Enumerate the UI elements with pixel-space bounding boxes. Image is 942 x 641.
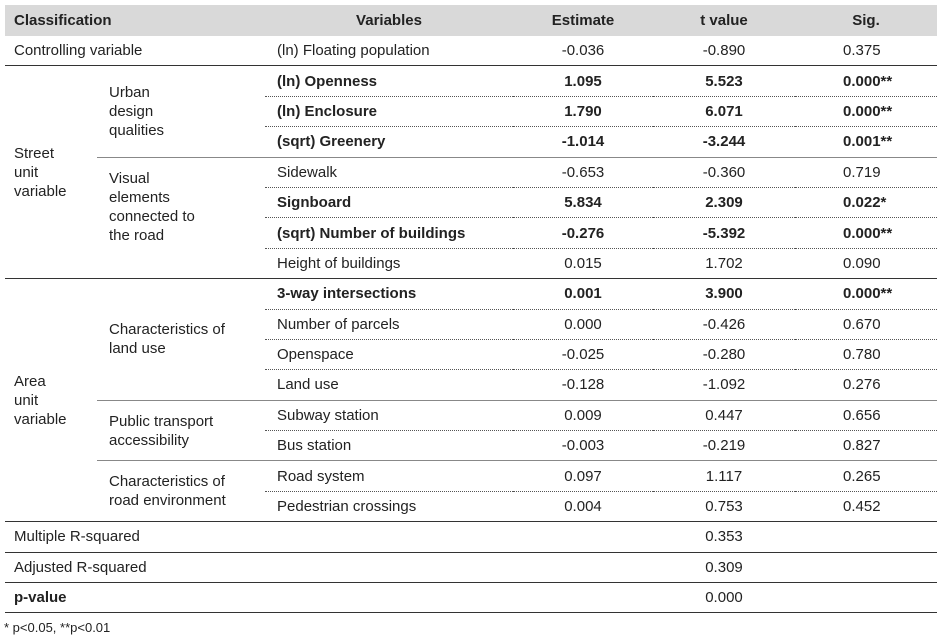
sig-cell [795,187,937,217]
summary-row [5,583,937,613]
variable-name: Openspace [265,339,513,369]
table-row [5,400,937,430]
sig-value: 0.000 [843,72,881,90]
empty-cell [795,522,937,552]
area-unit-label [5,279,97,522]
t-value-cell: 0.753 [653,491,795,521]
estimate-cell: -0.276 [513,218,653,248]
p-value-label: p-value [5,583,513,613]
sig-value: 0.670 [843,315,881,333]
summary-row [5,552,937,582]
table-row [5,461,937,491]
empty-cell [795,552,937,582]
sig-value: 0.090 [843,254,881,272]
variable-name: (sqrt) Greenery [265,127,513,157]
controlling-variable-label: Controlling variable [14,42,143,60]
multiple-r-squared-label: Multiple R-squared [5,522,513,552]
sig-cell [795,127,937,157]
variable-name: (ln) Openness [265,66,513,96]
estimate-cell: -0.653 [513,157,653,187]
t-value-cell: -3.244 [653,127,795,157]
visual-elements-label [97,157,265,279]
variable-name: 3-way intersections [265,279,513,309]
sig-cell [795,370,937,400]
t-value-cell: 3.900 [653,279,795,309]
t-value-cell: -0.360 [653,157,795,187]
t-value-cell: 5.523 [653,66,795,96]
empty-cell [513,522,653,552]
t-value-cell: 1.117 [653,461,795,491]
significance-stars: ** [880,102,893,120]
sig-cell [795,218,937,248]
sig-value: 0.827 [843,437,881,455]
table-row [5,66,937,96]
sig-cell [795,279,937,309]
variable-name: Subway station [265,400,513,430]
subgroup-label-text: Visual elements connected to the road [109,169,195,244]
sig-value: 0.276 [843,376,881,394]
sig-cell [795,157,937,187]
multiple-r-squared-value: 0.353 [653,522,795,552]
variable-name: Road system [265,461,513,491]
sig-cell [795,491,937,521]
sig-cell [795,339,937,369]
t-value-cell: -0.890 [702,42,746,60]
t-value-cell: 6.071 [653,96,795,126]
significance-stars: ** [880,72,893,90]
variable-name: Bus station [265,431,513,461]
table-row [5,279,937,309]
adjusted-r-squared-value: 0.309 [653,552,795,582]
subgroup-label-text: Urban design qualities [109,83,165,139]
estimate-cell: -1.014 [513,127,653,157]
table-row [5,157,937,187]
regression-results-table [5,5,937,613]
header-classification: Classification [5,5,265,36]
subgroup-label-text: Characteristics of land use [109,321,225,358]
sig-value: 0.265 [843,467,881,485]
sig-value: 0.452 [843,498,881,516]
urban-design-label [97,66,265,157]
header-row [5,5,937,36]
header-sig: Sig. [795,5,937,36]
estimate-cell: -0.036 [561,42,605,60]
adjusted-r-squared-label: Adjusted R-squared [5,552,513,582]
subgroup-label-text: Characteristics of road environment [109,473,226,510]
sig-cell [795,461,937,491]
estimate-cell: -0.128 [513,370,653,400]
land-use-label [97,279,265,401]
sig-value: 0.656 [843,406,881,424]
estimate-cell: 5.834 [513,187,653,217]
significance-stars: ** [880,224,893,242]
sig-value: 0.000 [843,102,881,120]
sig-cell [795,431,937,461]
estimate-cell: -0.003 [513,431,653,461]
road-environment-label [97,461,265,522]
sig-value: 0.000 [843,285,881,303]
sig-value: 0.022 [843,194,881,212]
sig-value: 0.719 [843,163,881,181]
p-value-value: 0.000 [653,583,795,613]
estimate-cell: 1.790 [513,96,653,126]
estimate-cell: 0.009 [513,400,653,430]
empty-cell [795,583,937,613]
estimate-cell: 0.097 [513,461,653,491]
sig-value: 0.780 [843,346,881,364]
variable-name: (ln) Enclosure [265,96,513,126]
sig-cell [795,309,937,339]
sig-value: 0.375 [843,42,881,60]
summary-row [5,522,937,552]
t-value-cell: -1.092 [653,370,795,400]
empty-cell [513,583,653,613]
variable-name: Number of parcels [265,309,513,339]
variable-name: Signboard [265,187,513,217]
t-value-cell: -0.219 [653,431,795,461]
sig-cell [795,400,937,430]
sig-cell [795,66,937,96]
estimate-cell: -0.025 [513,339,653,369]
header-variables: Variables [265,5,513,36]
estimate-cell: 0.001 [513,279,653,309]
sig-value: 0.000 [843,224,881,242]
t-value-cell: 2.309 [653,187,795,217]
significance-stars: ** [880,285,893,303]
variable-name: Pedestrian crossings [265,491,513,521]
t-value-cell: -0.426 [653,309,795,339]
sig-cell [795,96,937,126]
variable-name: Land use [265,370,513,400]
street-unit-label [5,66,97,279]
t-value-cell: 1.702 [653,248,795,278]
sig-cell [795,36,937,66]
group-label-text: Street unit variable [14,144,67,200]
t-value-cell: -0.280 [653,339,795,369]
variable-name: (ln) Floating population [277,42,430,60]
estimate-cell: 0.004 [513,491,653,521]
subgroup-label-text: Public transport accessibility [109,412,214,449]
variable-name: Height of buildings [265,248,513,278]
variable-name: (sqrt) Number of buildings [265,218,513,248]
t-value-cell: -5.392 [653,218,795,248]
sig-value: 0.001 [843,133,881,151]
public-transport-label [97,400,265,461]
significance-stars: * [880,194,887,212]
sig-cell [795,248,937,278]
significance-footnote: * p<0.05, **p<0.01 [4,620,111,635]
variable-name: Sidewalk [265,157,513,187]
table-row [5,36,937,66]
t-value-cell: 0.447 [653,400,795,430]
empty-cell [513,552,653,582]
estimate-cell: 0.000 [513,309,653,339]
estimate-cell: 1.095 [513,66,653,96]
group-label-text: Area unit variable [14,372,67,428]
significance-stars: ** [880,133,893,151]
header-t-value: t value [653,5,795,36]
header-estimate: Estimate [513,5,653,36]
estimate-cell: 0.015 [513,248,653,278]
